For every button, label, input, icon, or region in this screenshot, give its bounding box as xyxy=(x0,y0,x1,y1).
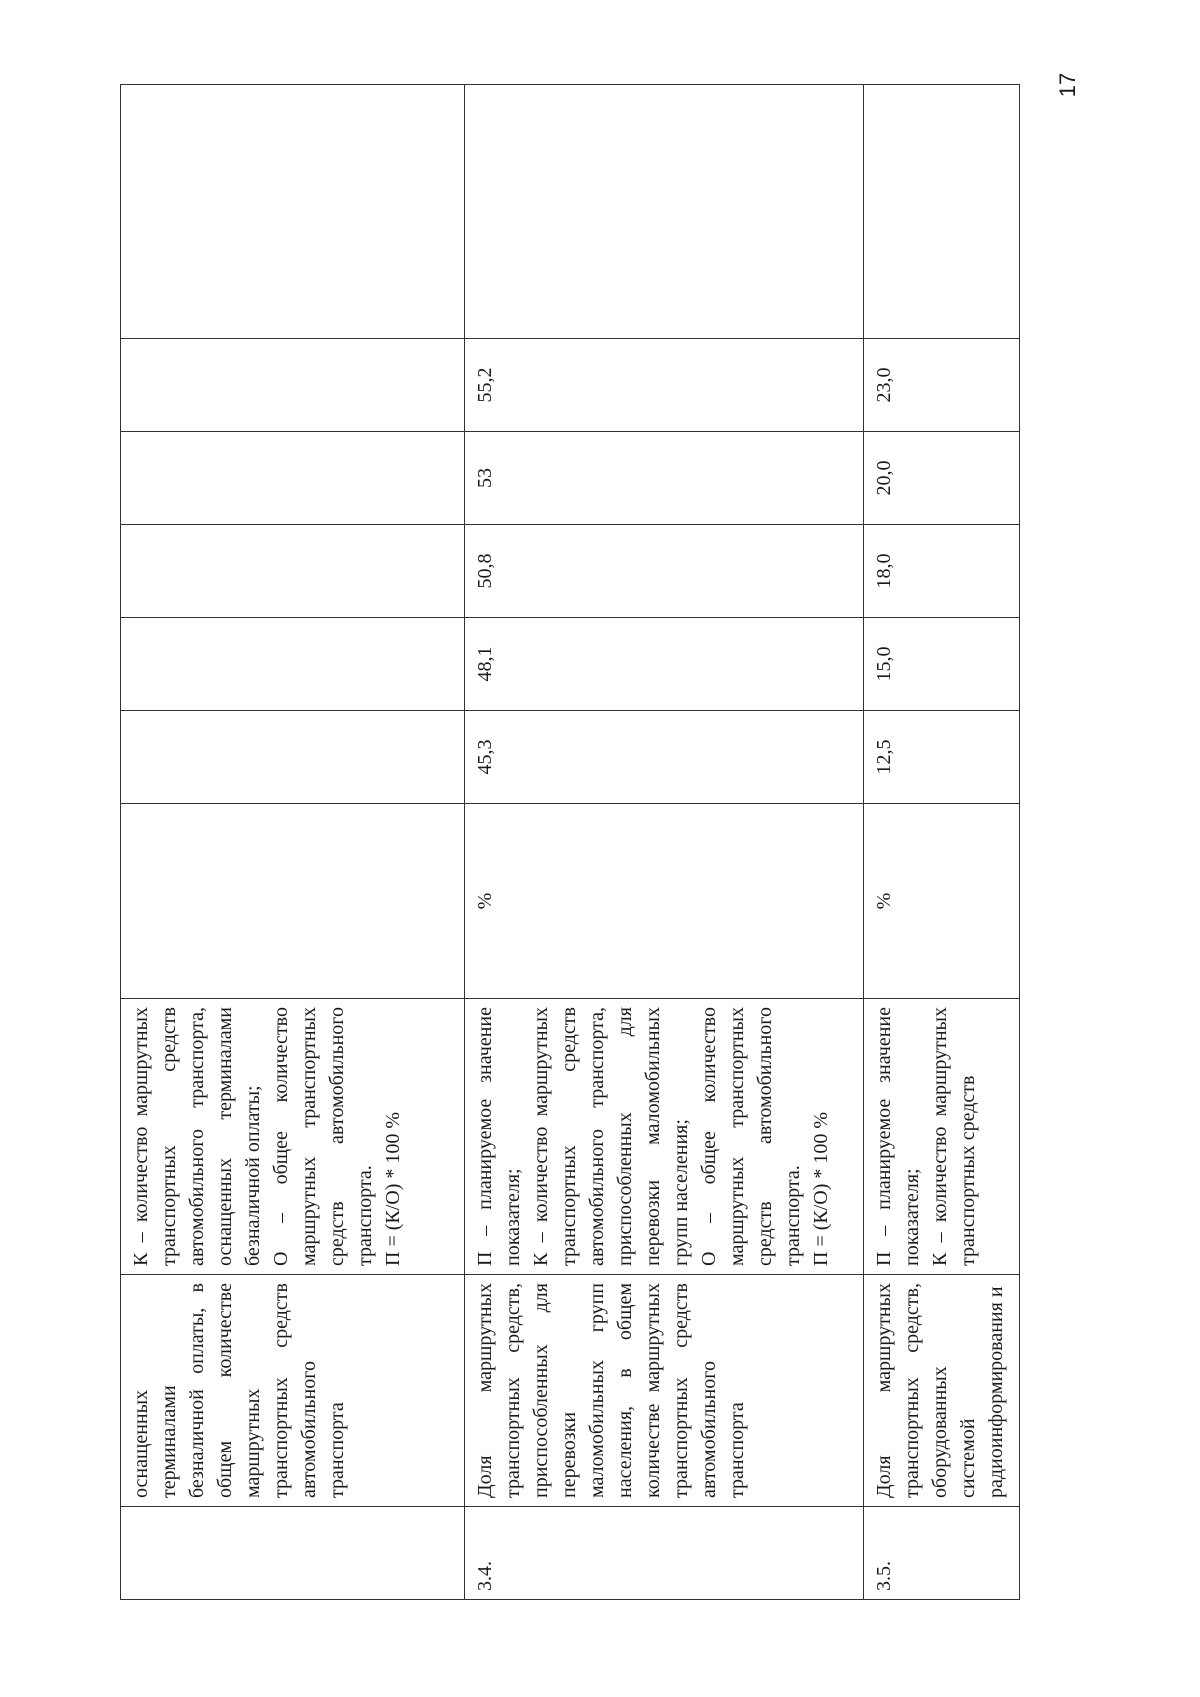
page-number: 17 xyxy=(1055,72,1080,98)
calc-line: О – общее количество маршрутных транспортных средств автомобильного транспорта. xyxy=(697,1007,804,1266)
value-cell xyxy=(121,432,465,525)
empty-cell xyxy=(864,85,1020,339)
rotated-table-container xyxy=(120,85,1020,1600)
table-row xyxy=(864,85,1020,1600)
value-cell: 48,1 xyxy=(464,618,864,711)
calc-line: П – планируемое значение показателя; xyxy=(473,1007,524,1266)
formula: П = (К/О) * 100 % xyxy=(382,1111,404,1266)
value-cell: 50,8 xyxy=(464,525,864,618)
calc-line: П – планируемое значение показателя; xyxy=(873,1007,924,1266)
calc-line: К – количество маршрутных транспортных средств xyxy=(929,1007,980,1266)
formula: П = (К/О) * 100 % xyxy=(809,1111,832,1266)
value-cell xyxy=(121,525,465,618)
value-cell: 45,3 xyxy=(464,711,864,804)
value-cell: 18,0 xyxy=(864,525,1020,618)
unit: % xyxy=(864,804,1020,999)
value-cell: 23,0 xyxy=(864,339,1020,432)
value-cell xyxy=(121,618,465,711)
unit: % xyxy=(464,804,864,999)
value-cell: 53 xyxy=(464,432,864,525)
indicators-table xyxy=(120,84,1020,1600)
table-row xyxy=(464,85,864,1600)
calc-line: К – количество маршрутных транспортных средств автомобильного транспорта, оснащенных терминалами безналичной оплаты; xyxy=(130,1007,264,1266)
calc-line: К – количество маршрутных транспортных средств автомобильного транспорта, приспособленных для перевозки маломобильных групп населения; xyxy=(529,1007,692,1266)
row-number: 3.5. xyxy=(864,1507,1020,1600)
indicator-name: Доля маршрутных транспортных средств, приспособленных для перевозки маломобильных групп населения, в общем количестве маршрутных транспортных средств автомобильного транспорта xyxy=(464,1275,864,1507)
value-cell: 15,0 xyxy=(864,618,1020,711)
empty-cell xyxy=(121,85,465,339)
calculation-method xyxy=(864,999,1020,1275)
value-cell xyxy=(121,711,465,804)
value-cell: 55,2 xyxy=(464,339,864,432)
indicator-name: Доля маршрутных транспортных средств, оборудованных системой радиоинформирования и xyxy=(864,1275,1020,1507)
row-number: 3.4. xyxy=(464,1507,864,1600)
value-cell xyxy=(121,339,465,432)
value-cell: 12,5 xyxy=(864,711,1020,804)
indicator-name: оснащенных терминалами безналичной оплаты, в общем количестве маршрутных транспортных средств автомобильного транспорта xyxy=(121,1275,465,1507)
table-row xyxy=(121,85,465,1600)
row-number xyxy=(121,1507,465,1600)
calculation-method xyxy=(121,999,465,1275)
calculation-method xyxy=(464,999,864,1275)
empty-cell xyxy=(464,85,864,339)
unit xyxy=(121,804,465,999)
value-cell: 20,0 xyxy=(864,432,1020,525)
calc-line: О – общее количество маршрутных транспортных средств автомобильного транспорта. xyxy=(270,1007,376,1266)
